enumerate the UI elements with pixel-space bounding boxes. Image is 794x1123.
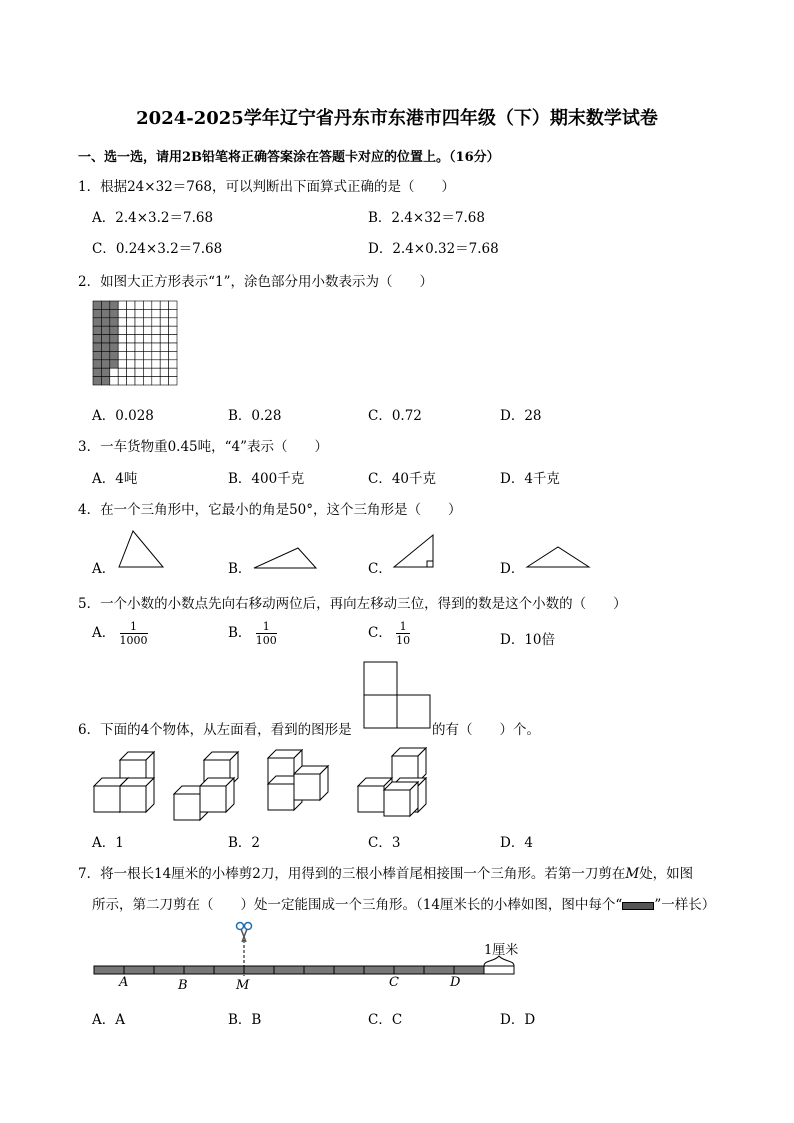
- grid-cell: [93, 368, 101, 376]
- q3-option-c[interactable]: C．40千克: [368, 471, 437, 487]
- question-1-stem: 1．根据24×32＝768，可以判断出下面算式正确的是（ ）: [78, 179, 456, 195]
- grid-cell: [135, 343, 143, 351]
- grid-cell: [160, 335, 168, 343]
- grid-cell: [160, 377, 168, 385]
- q6-option-a[interactable]: A．1: [92, 835, 124, 851]
- left-view-target-figure: [363, 661, 431, 729]
- point-label-c: C: [389, 975, 399, 990]
- grid-cell: [127, 343, 135, 351]
- scissors-icon: [237, 923, 252, 943]
- grid-cell: [110, 318, 118, 326]
- grid-cell: [110, 360, 118, 368]
- stick-segment: [214, 966, 244, 974]
- grid-cell: [118, 326, 126, 334]
- grid-cell: [93, 309, 101, 317]
- grid-cell: [169, 351, 177, 359]
- grid-cell: [101, 360, 109, 368]
- q7-option-c[interactable]: C．C: [368, 1012, 403, 1028]
- grid-cell: [101, 326, 109, 334]
- grid-cell: [152, 301, 160, 309]
- grid-cell: [127, 326, 135, 334]
- stick-ruler-figure: [90, 920, 530, 1000]
- q4-option-d[interactable]: D．: [500, 561, 525, 577]
- grid-cell: [169, 343, 177, 351]
- question-2-stem: 2．如图大正方形表示“1”，涂色部分用小数表示为（ ）: [78, 274, 433, 290]
- q7-line1-text: 7．将一根长14厘米的小棒剪2刀，用得到的三根小棒首尾相接围一个三角形。若第一刀剪在: [78, 866, 626, 882]
- denominator: 10: [396, 634, 411, 647]
- q5-option-c[interactable]: [368, 620, 410, 647]
- grid-cell: [135, 368, 143, 376]
- grid-cell: [169, 377, 177, 385]
- grid-cell: [169, 301, 177, 309]
- grid-cell: [135, 326, 143, 334]
- cube: [200, 778, 234, 812]
- stick-segment: [424, 966, 454, 974]
- grid-cell: [127, 301, 135, 309]
- grid-cell: [169, 368, 177, 376]
- numerator: 1: [120, 620, 148, 634]
- question-6-stem-after: 的有（ ）个。: [432, 722, 540, 738]
- grid-cell: [143, 301, 151, 309]
- question-7-stem-line2: [92, 893, 715, 913]
- grid-cell: [135, 309, 143, 317]
- grid-cell: [127, 351, 135, 359]
- q7-option-b[interactable]: B．B: [228, 1012, 262, 1028]
- grid-cell: [101, 351, 109, 359]
- grid-cell: [143, 335, 151, 343]
- q6-option-b[interactable]: B．2: [228, 835, 261, 851]
- point-label-m: M: [236, 978, 250, 993]
- q3-option-d[interactable]: D．4千克: [500, 471, 560, 487]
- obtuse-triangle-figure: [253, 547, 317, 569]
- q6-option-d[interactable]: D．4: [500, 835, 533, 851]
- q7-option-a[interactable]: A．A: [92, 1012, 125, 1028]
- q4-option-c[interactable]: C．: [368, 561, 392, 577]
- stick-segment: [154, 966, 184, 974]
- grid-cell: [127, 309, 135, 317]
- q5-option-b[interactable]: [228, 620, 277, 647]
- grid-cell: [152, 368, 160, 376]
- grid-cell: [169, 360, 177, 368]
- grid-cell: [110, 377, 118, 385]
- q7-line2-text: 所示，第二刀剪在（ ）处一定能围成一个三角形。（14厘米长的小棒如图，图中每个“: [92, 897, 623, 913]
- acute-triangle-figure: [118, 530, 164, 568]
- grid-cell: [110, 335, 118, 343]
- grid-cell: [118, 351, 126, 359]
- grid-cell: [135, 335, 143, 343]
- grid-cell: [143, 360, 151, 368]
- cube: [120, 778, 154, 812]
- fraction-one-thousandth: [120, 620, 148, 647]
- grid-cell: [110, 343, 118, 351]
- grid-cell: [101, 368, 109, 376]
- grid-cell: [152, 326, 160, 334]
- grid-cell: [160, 301, 168, 309]
- grid-cell: [135, 351, 143, 359]
- unit-label: 1厘米: [484, 943, 519, 958]
- isosceles-triangle-figure: [526, 546, 590, 568]
- grid-cell: [160, 326, 168, 334]
- question-3-stem: 3．一车货物重0.45吨，“4”表示（ ）: [78, 439, 329, 455]
- cube: [392, 748, 426, 782]
- grid-cell: [127, 335, 135, 343]
- question-6-stem-before: 6．下面的4个物体，从左面看，看到的图形是: [78, 722, 352, 738]
- q5-option-a-label: A．: [92, 625, 116, 641]
- stick-segment: [94, 966, 124, 974]
- hundred-grid-figure: [93, 301, 177, 385]
- q7-line2-end: ”一样长）: [654, 897, 716, 913]
- grid-cell: [169, 335, 177, 343]
- q7-option-d[interactable]: D．D: [500, 1012, 536, 1028]
- grid-cell: [143, 343, 151, 351]
- right-triangle-figure: [393, 534, 435, 568]
- q4-option-a[interactable]: A．: [92, 561, 116, 577]
- grid-cell: [101, 377, 109, 385]
- grid-cell: [101, 343, 109, 351]
- grid-cell: [152, 360, 160, 368]
- q1-option-d[interactable]: D．2.4×0.32＝7.68: [368, 241, 499, 257]
- grid-cell: [101, 335, 109, 343]
- grid-cell: [169, 318, 177, 326]
- grid-cell: [93, 360, 101, 368]
- q2-option-b[interactable]: B．0.28: [228, 408, 282, 424]
- numerator: 1: [396, 620, 410, 634]
- grid-cell: [169, 309, 177, 317]
- grid-cell: [135, 301, 143, 309]
- q7-point-m: M: [625, 866, 640, 882]
- q5-option-d[interactable]: D．10倍: [500, 632, 556, 648]
- grid-cell: [152, 351, 160, 359]
- grid-cell: [110, 301, 118, 309]
- q5-option-b-label: B．: [228, 625, 252, 641]
- grid-cell: [93, 326, 101, 334]
- cube: [384, 782, 418, 816]
- fraction-one-hundredth: [256, 620, 277, 647]
- grid-cell: [160, 368, 168, 376]
- grid-cell: [143, 351, 151, 359]
- grid-cell: [127, 360, 135, 368]
- q4-option-b[interactable]: B．: [228, 561, 252, 577]
- grid-cell: [152, 343, 160, 351]
- grid-cell: [110, 351, 118, 359]
- grid-cell: [118, 377, 126, 385]
- grid-cell: [169, 326, 177, 334]
- page-title: 2024-2025学年辽宁省丹东市东港市四年级（下）期末数学试卷: [136, 108, 658, 129]
- grid-cell: [93, 377, 101, 385]
- grid-cell: [160, 343, 168, 351]
- stick-segment: [364, 966, 394, 974]
- stick-segment: [184, 966, 214, 974]
- grid-cell: [118, 368, 126, 376]
- grid-cell: [118, 335, 126, 343]
- question-5-stem: 5．一个小数的小数点先向右移动两位后，再向左移动三位，得到的数是这个小数的（ ）: [78, 596, 627, 612]
- grid-cell: [143, 309, 151, 317]
- fraction-one-tenth: [396, 620, 410, 647]
- denominator: 100: [255, 634, 277, 647]
- grid-cell: [143, 318, 151, 326]
- grid-cell: [118, 309, 126, 317]
- grid-cell: [160, 360, 168, 368]
- question-4-stem: 4．在一个三角形中，它最小的角是50°，这个三角形是（ ）: [78, 502, 462, 518]
- grid-cell: [93, 343, 101, 351]
- grid-cell: [93, 318, 101, 326]
- q6-option-c[interactable]: C．3: [368, 835, 401, 851]
- q3-option-b[interactable]: B．400千克: [228, 471, 305, 487]
- grid-cell: [135, 377, 143, 385]
- point-label-d: D: [450, 975, 461, 990]
- q5-option-c-label: C．: [368, 625, 392, 641]
- stick-segment: [124, 966, 154, 974]
- cube: [294, 766, 328, 800]
- grid-cell: [152, 335, 160, 343]
- stick-segment: [304, 966, 334, 974]
- stick-segment: [484, 966, 514, 974]
- point-label-b: B: [178, 978, 188, 993]
- stick-segment: [454, 966, 484, 974]
- grid-cell: [160, 318, 168, 326]
- stick-segment: [334, 966, 364, 974]
- grid-cell: [110, 368, 118, 376]
- numerator: 1: [256, 620, 277, 634]
- grid-cell: [110, 326, 118, 334]
- grid-cell: [93, 351, 101, 359]
- grid-cell: [127, 377, 135, 385]
- grid-cell: [160, 351, 168, 359]
- cube-stacks-figure: [90, 740, 430, 820]
- grid-cell: [118, 360, 126, 368]
- grid-cell: [101, 309, 109, 317]
- grid-cell: [118, 343, 126, 351]
- section-heading: 一、选一选，请用2B铅笔将正确答案涂在答题卡对应的位置上。（16分）: [78, 150, 500, 165]
- q3-option-a[interactable]: A．4吨: [92, 471, 138, 487]
- grid-cell: [101, 318, 109, 326]
- grid-cell: [152, 309, 160, 317]
- question-7-stem-line1: [78, 862, 693, 882]
- q7-line1-end: 处，如图: [639, 866, 694, 882]
- q2-option-c[interactable]: C．0.72: [368, 408, 422, 424]
- grid-cell: [135, 318, 143, 326]
- q1-option-a[interactable]: A．2.4×3.2＝7.68: [92, 210, 214, 226]
- stick-segment: [274, 966, 304, 974]
- q5-option-a[interactable]: [92, 620, 148, 647]
- grid-cell: [101, 301, 109, 309]
- grid-cell: [93, 301, 101, 309]
- grid-cell: [118, 318, 126, 326]
- grid-cell: [143, 377, 151, 385]
- stick-segment: [394, 966, 424, 974]
- point-label-a: A: [119, 975, 129, 990]
- grid-cell: [93, 335, 101, 343]
- grid-cell: [118, 301, 126, 309]
- grid-cell: [110, 309, 118, 317]
- stick-segment: [244, 966, 274, 974]
- grid-cell: [127, 318, 135, 326]
- q2-option-d[interactable]: D．28: [500, 408, 542, 424]
- q1-option-b[interactable]: B．2.4×32＝7.68: [368, 210, 485, 226]
- q2-option-a[interactable]: A．0.028: [92, 408, 154, 424]
- grid-cell: [160, 309, 168, 317]
- grid-cell: [135, 360, 143, 368]
- denominator: 1000: [119, 634, 148, 647]
- grid-cell: [143, 368, 151, 376]
- q1-option-c[interactable]: C．0.24×3.2＝7.68: [92, 241, 223, 257]
- stick-segment-icon: [622, 902, 654, 910]
- grid-cell: [152, 377, 160, 385]
- grid-cell: [127, 368, 135, 376]
- grid-cell: [152, 318, 160, 326]
- grid-cell: [143, 326, 151, 334]
